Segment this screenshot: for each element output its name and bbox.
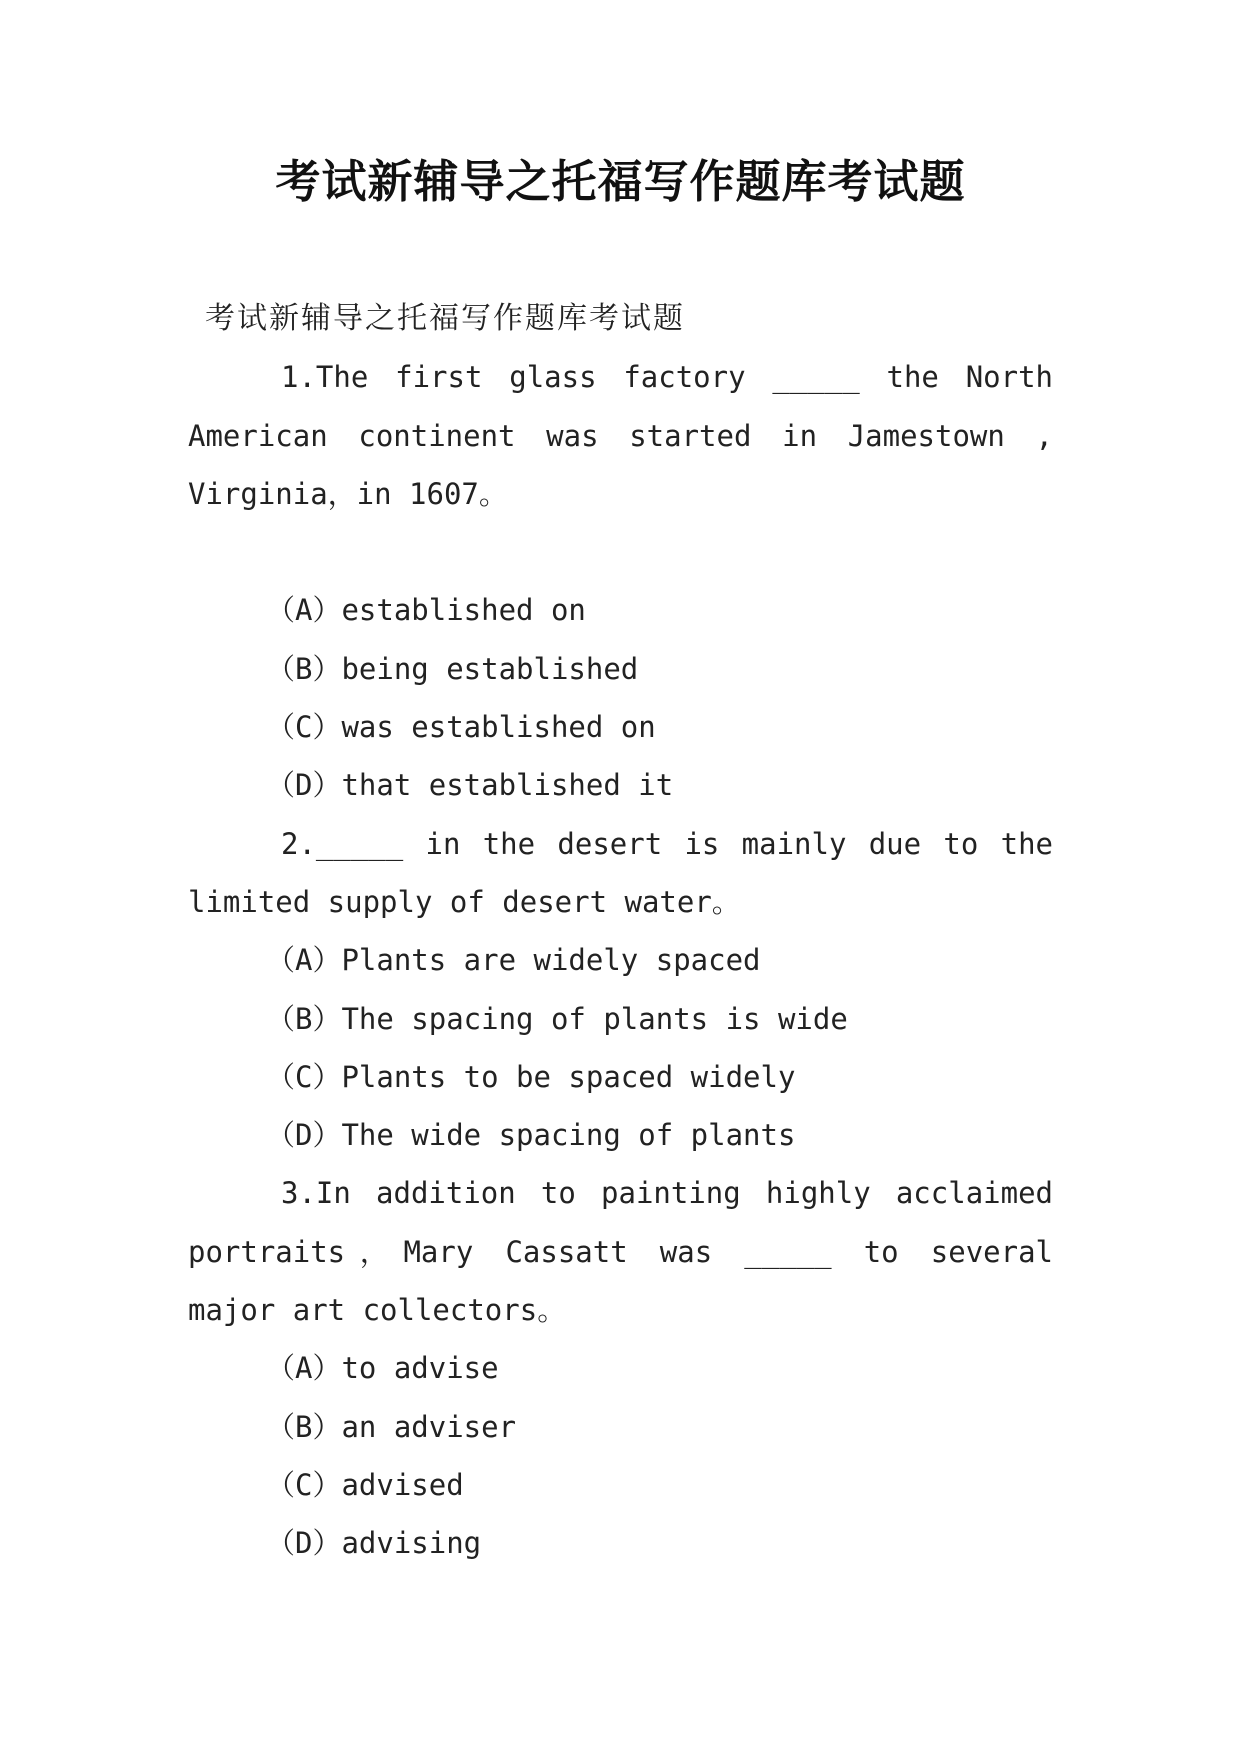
document-body bbox=[188, 290, 1053, 1573]
question-2: 2._____ in the desert is mainly due to the limited supply of desert water。 bbox=[188, 826, 1053, 919]
document-title: 考试新辅导之托福写作题库考试题 bbox=[275, 155, 966, 208]
question-3-option-b: （B）an adviser bbox=[266, 1409, 517, 1444]
document-subtitle: 考试新辅导之托福写作题库考试题 bbox=[205, 301, 685, 336]
blank-line bbox=[188, 523, 1053, 581]
question-3-option-c: （C）advised bbox=[266, 1467, 464, 1502]
question-1: 1.The first glass factory _____ the North American continent was started in Jamestown , Virginia，in 1607。 bbox=[188, 360, 1053, 511]
question-1-option-b: （B）being established bbox=[266, 651, 639, 686]
question-3-option-a: （A）to advise bbox=[266, 1351, 499, 1386]
question-2-option-a: （A）Plants are widely spaced bbox=[266, 943, 761, 978]
question-3-option-d: （D）advising bbox=[266, 1526, 482, 1561]
question-2-option-b: （B）The spacing of plants is wide bbox=[266, 1001, 848, 1036]
question-1-option-c: （C）was established on bbox=[266, 710, 656, 745]
question-1-option-a: （A）established on bbox=[266, 593, 586, 628]
question-3: 3.In addition to painting highly acclaimed portraits，Mary Cassatt was _____ to several major art collectors。 bbox=[188, 1176, 1053, 1328]
question-2-option-c: （C）Plants to be spaced widely bbox=[266, 1059, 796, 1094]
question-1-option-d: （D）that established it bbox=[266, 768, 674, 803]
question-2-option-d: （D）The wide spacing of plants bbox=[266, 1118, 796, 1153]
